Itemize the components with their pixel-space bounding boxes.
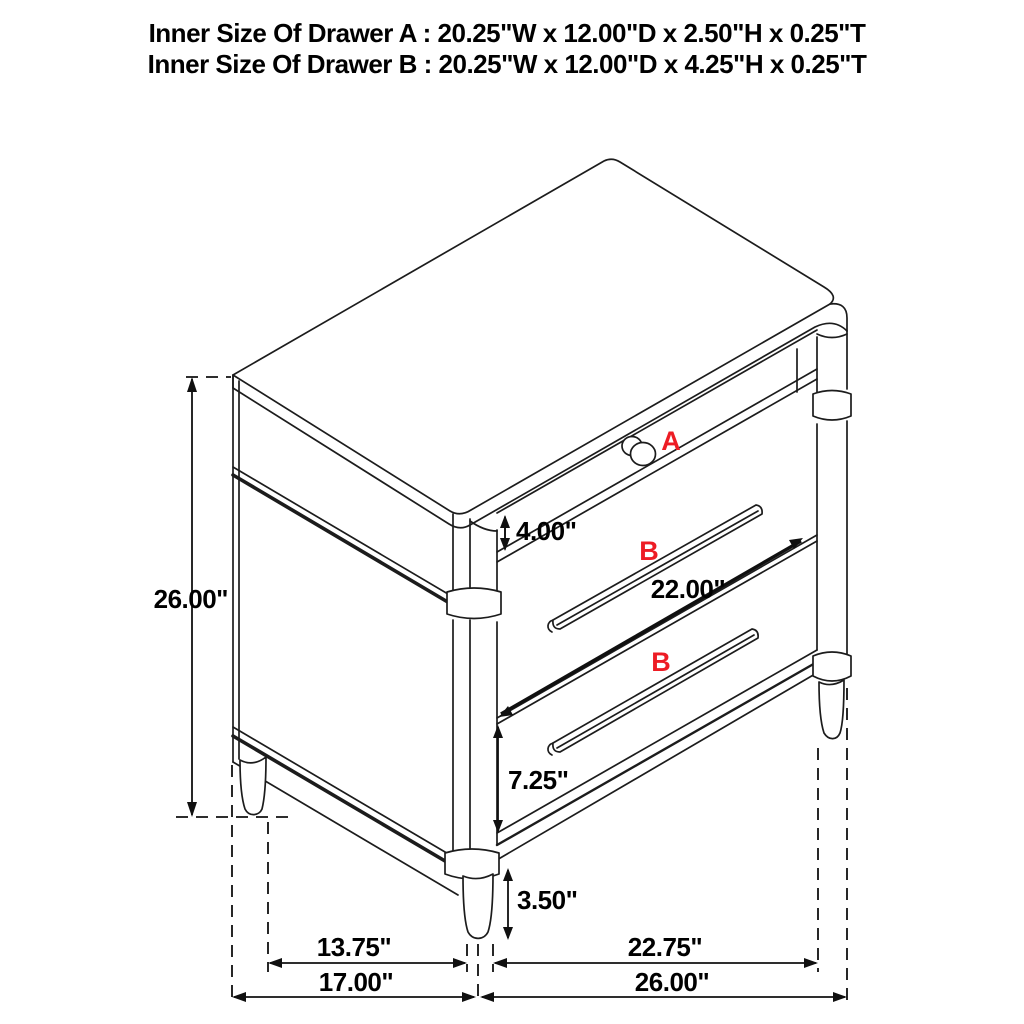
front-right-post: [813, 331, 851, 681]
dim-leg-spacing-front: 22.75": [627, 932, 703, 962]
label-drawer-b-upper: B: [639, 536, 659, 566]
front-right-leg: [819, 680, 844, 739]
front-left-leg: [463, 874, 493, 938]
dim-overall-height: 26.00": [153, 584, 228, 614]
front-left-post: [445, 514, 501, 879]
drawer-a-knob: [622, 437, 656, 466]
label-drawer-b-lower: B: [651, 647, 671, 677]
nightstand-line-art: [233, 159, 851, 938]
dim-drawer-b-front-height: 7.25": [508, 765, 569, 795]
post-foot: [813, 652, 851, 681]
dim-overall-width: 26.00": [634, 967, 710, 997]
dim-overall-depth: 17.00": [318, 967, 394, 997]
drawer-b-upper-handle: [548, 505, 762, 632]
label-drawer-a: A: [661, 426, 681, 456]
post-collar: [813, 391, 851, 421]
title-drawer-b-size: Inner Size Of Drawer B : 20.25"W x 12.00"D x 4.25"H x 0.25"T: [147, 49, 867, 79]
post-collar: [447, 588, 501, 619]
back-left-leg: [240, 757, 266, 815]
dim-leg-spacing-side: 13.75": [316, 932, 392, 962]
dim-leg-height: 3.50": [517, 885, 578, 915]
title-drawer-a-size: Inner Size Of Drawer A : 20.25"W x 12.00"D x 2.50"H x 0.25"T: [148, 18, 866, 48]
dim-drawer-front-width: 22.00": [650, 574, 726, 604]
top-surface: [233, 159, 833, 514]
dim-drawer-a-front-height: 4.00": [516, 516, 577, 546]
